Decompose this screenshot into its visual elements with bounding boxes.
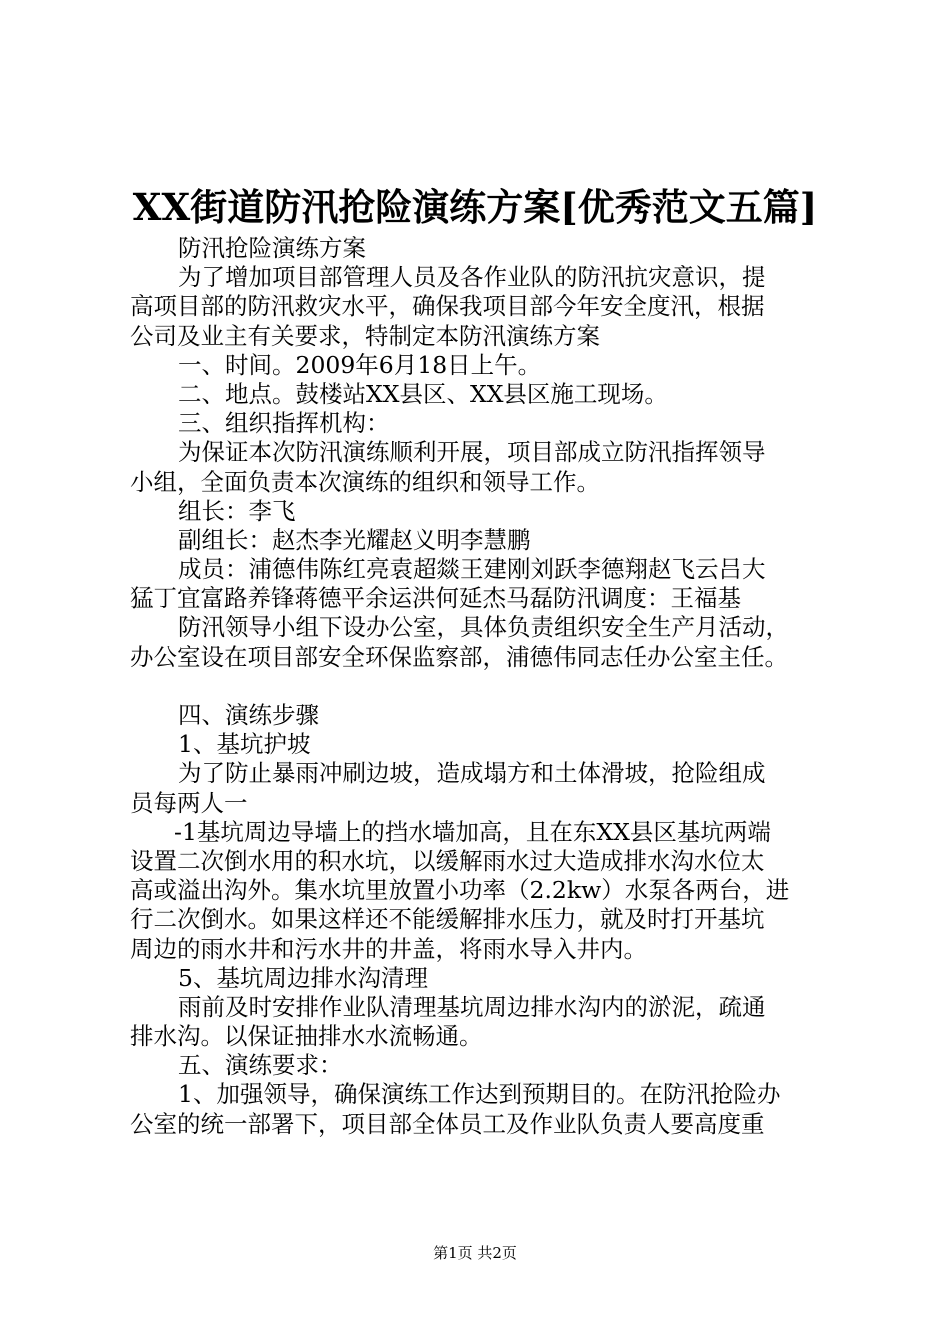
paragraph-line: 小组，全面负责本次演练的组织和领导工作。 (130, 467, 600, 496)
paragraph-line: 为保证本次防汛演练顺利开展，项目部成立防汛指挥领导 (178, 438, 766, 467)
paragraph-line: 四、演练步骤 (178, 701, 319, 729)
paragraph-line: 成员：浦德伟陈红亮袁超燚王建刚刘跃李德翔赵飞云吕大 (178, 555, 766, 584)
paragraph-line: 1、基坑护坡 (178, 730, 311, 759)
paragraph-line: 组长：李飞 (178, 496, 296, 525)
paragraph-line: 副组长：赵杰李光耀赵义明李慧鹏 (178, 525, 531, 554)
paragraph-line: 防汛抢险演练方案 (178, 234, 366, 262)
paragraph-line: 1、加强领导，确保演练工作达到预期目的。在防汛抢险办 (178, 1080, 781, 1109)
page-footer: 第1页 共2页 (433, 1244, 517, 1262)
paragraph-line: 5、基坑周边排水沟清理 (178, 963, 428, 992)
paragraph-line: 一、时间。2009年6月18日上午。 (178, 350, 542, 379)
paragraph-line: 行二次倒水。如果这样还不能缓解排水压力，就及时打开基坑 (130, 905, 765, 934)
blank-line (130, 672, 830, 701)
paragraph-line: 高项目部的防汛救灾水平，确保我项目部今年安全度汛，根据 (130, 292, 765, 321)
paragraph-line: 员每两人一 (130, 788, 248, 817)
paragraph-line: 雨前及时安排作业队清理基坑周边排水沟内的淤泥，疏通 (178, 992, 766, 1021)
paragraph-line: 为了增加项目部管理人员及各作业队的防汛抗灾意识，提 (178, 263, 766, 292)
paragraph-line: -1基坑周边导墙上的挡水墙加高，且在东XX县区基坑两端 (174, 817, 771, 846)
document-title: XX街道防汛抢险演练方案[优秀范文五篇] (132, 185, 818, 229)
paragraph-line: 公室的统一部署下，项目部全体员工及作业队负责人要高度重 (130, 1109, 765, 1138)
paragraph-line: 猛丁宜富路养锋蒋德平余运洪何延杰马磊防汛调度：王福基 (130, 584, 741, 613)
paragraph-line: 公司及业主有关要求，特制定本防汛演练方案 (130, 321, 600, 350)
document-body (130, 234, 830, 1139)
paragraph-line: 二、地点。鼓楼站XX县区、XX县区施工现场。 (178, 379, 668, 408)
paragraph-line: 为了防止暴雨冲刷边坡，造成塌方和土体滑坡，抢险组成 (178, 759, 766, 788)
paragraph-line: 三、组织指挥机构： (178, 409, 390, 438)
paragraph-line: 高或溢出沟外。集水坑里放置小功率（2.2kw）水泵各两台，进 (130, 876, 790, 905)
paragraph-line: 设置二次倒水用的积水坑，以缓解雨水过大造成排水沟水位太 (130, 846, 765, 875)
paragraph-line: 周边的雨水井和污水井的井盖，将雨水导入井内。 (130, 934, 647, 963)
paragraph-line: 排水沟。以保证抽排水水流畅通。 (130, 1022, 483, 1051)
paragraph-line: 办公室设在项目部安全环保监察部，浦德伟同志任办公室主任。 (130, 642, 788, 671)
paragraph-line: 五、演练要求： (178, 1051, 343, 1080)
paragraph-line: 防汛领导小组下设办公室，具体负责组织安全生产月活动， (178, 613, 789, 642)
